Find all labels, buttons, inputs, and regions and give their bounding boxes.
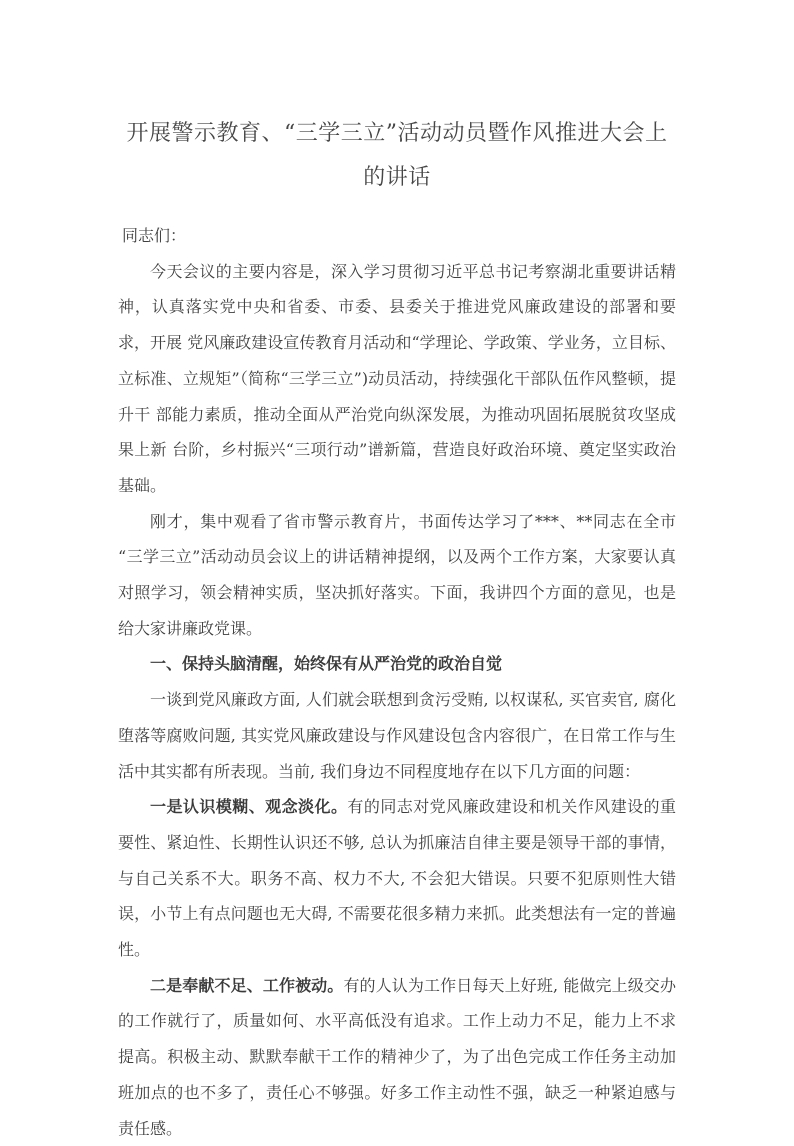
paragraph: 一谈到党风廉政方面, 人们就会联想到贪污受贿, 以权谋私, 买官卖官, 腐化堕落等腐败问题, 其实党风廉政建设与作风建设包含内容很广，在日常工作与生活中其实都有所表现。当前, 我们身边不同程度地存在以下几方面的问题： (118, 690, 676, 781)
paragraph-text: 有的人认为工作日每天上好班, 能做完上级交办的工作就行了，质量如何、水平高低没有追求。工作上动力不足，能力上不求提高。积极主动、默默奉献干工作的精神少了，为了出色完成工作任务主动加班加点的也不多了，责任心不够强。好多工作主动性不强，缺乏一种紧迫感与责任感。 (118, 975, 676, 1138)
paragraph: 刚才，集中观看了省市警示教育片，书面传达学习了***、**同志在全市“三学三立”活动动员会议上的讲话精神提纲，以及两个工作方案，大家要认真对照学习，领会精神实质，坚决抓好落实。下面，我讲四个方面的意见，也是给大家讲廉政党课。 (118, 511, 676, 638)
paragraph-lead: 一是认识模糊、观念淡化。 (150, 797, 348, 817)
salutation: 同志们： (122, 226, 187, 245)
paragraph-text: 有的同志对党风廉政建设和机关作风建设的重要性、紧迫性、长期性认识还不够, 总认为抓廉洁自律主要是领导干部的事情，与自己关系不大。职务不高、权力不大, 不会犯大错误。只要不犯原则性大错误，小节上有点问题也无大碍, 不需要花很多精力来抓。此类想法有一定的普遍性。 (118, 797, 676, 960)
document-title: 开展警示教育、“三学三立”活动动员暨作风推进大会上的讲话 (126, 121, 668, 190)
document-body (118, 254, 676, 1146)
paragraph-lead: 二是奉献不足、工作被动。 (150, 975, 344, 995)
paragraph: 今天会议的主要内容是，深入学习贯彻习近平总书记考察湖北重要讲话精神，认真落实党中央和省委、市委、县委关于推进党风廉政建设的部署和要求，开展 党风廉政建设宣传教育月活动和“学理论、学政策、学业务，立目标、立标准、立规矩”（简称“三学三立”)动员活动，持续强化干部队伍作风整顿，提升干 部能力素质，推动全面从严治党向纵深发展，为推动巩固拓展脱贫攻坚成果上新 台阶，乡村振兴“三项行动”谱新篇，营造良好政治环境、奠定坚实政治基础。 (118, 261, 676, 495)
section-heading: 一、保持头脑清醒，始终保有从严治党的政治自觉 (150, 654, 503, 674)
paragraph (118, 789, 676, 968)
paragraph (118, 968, 676, 1146)
